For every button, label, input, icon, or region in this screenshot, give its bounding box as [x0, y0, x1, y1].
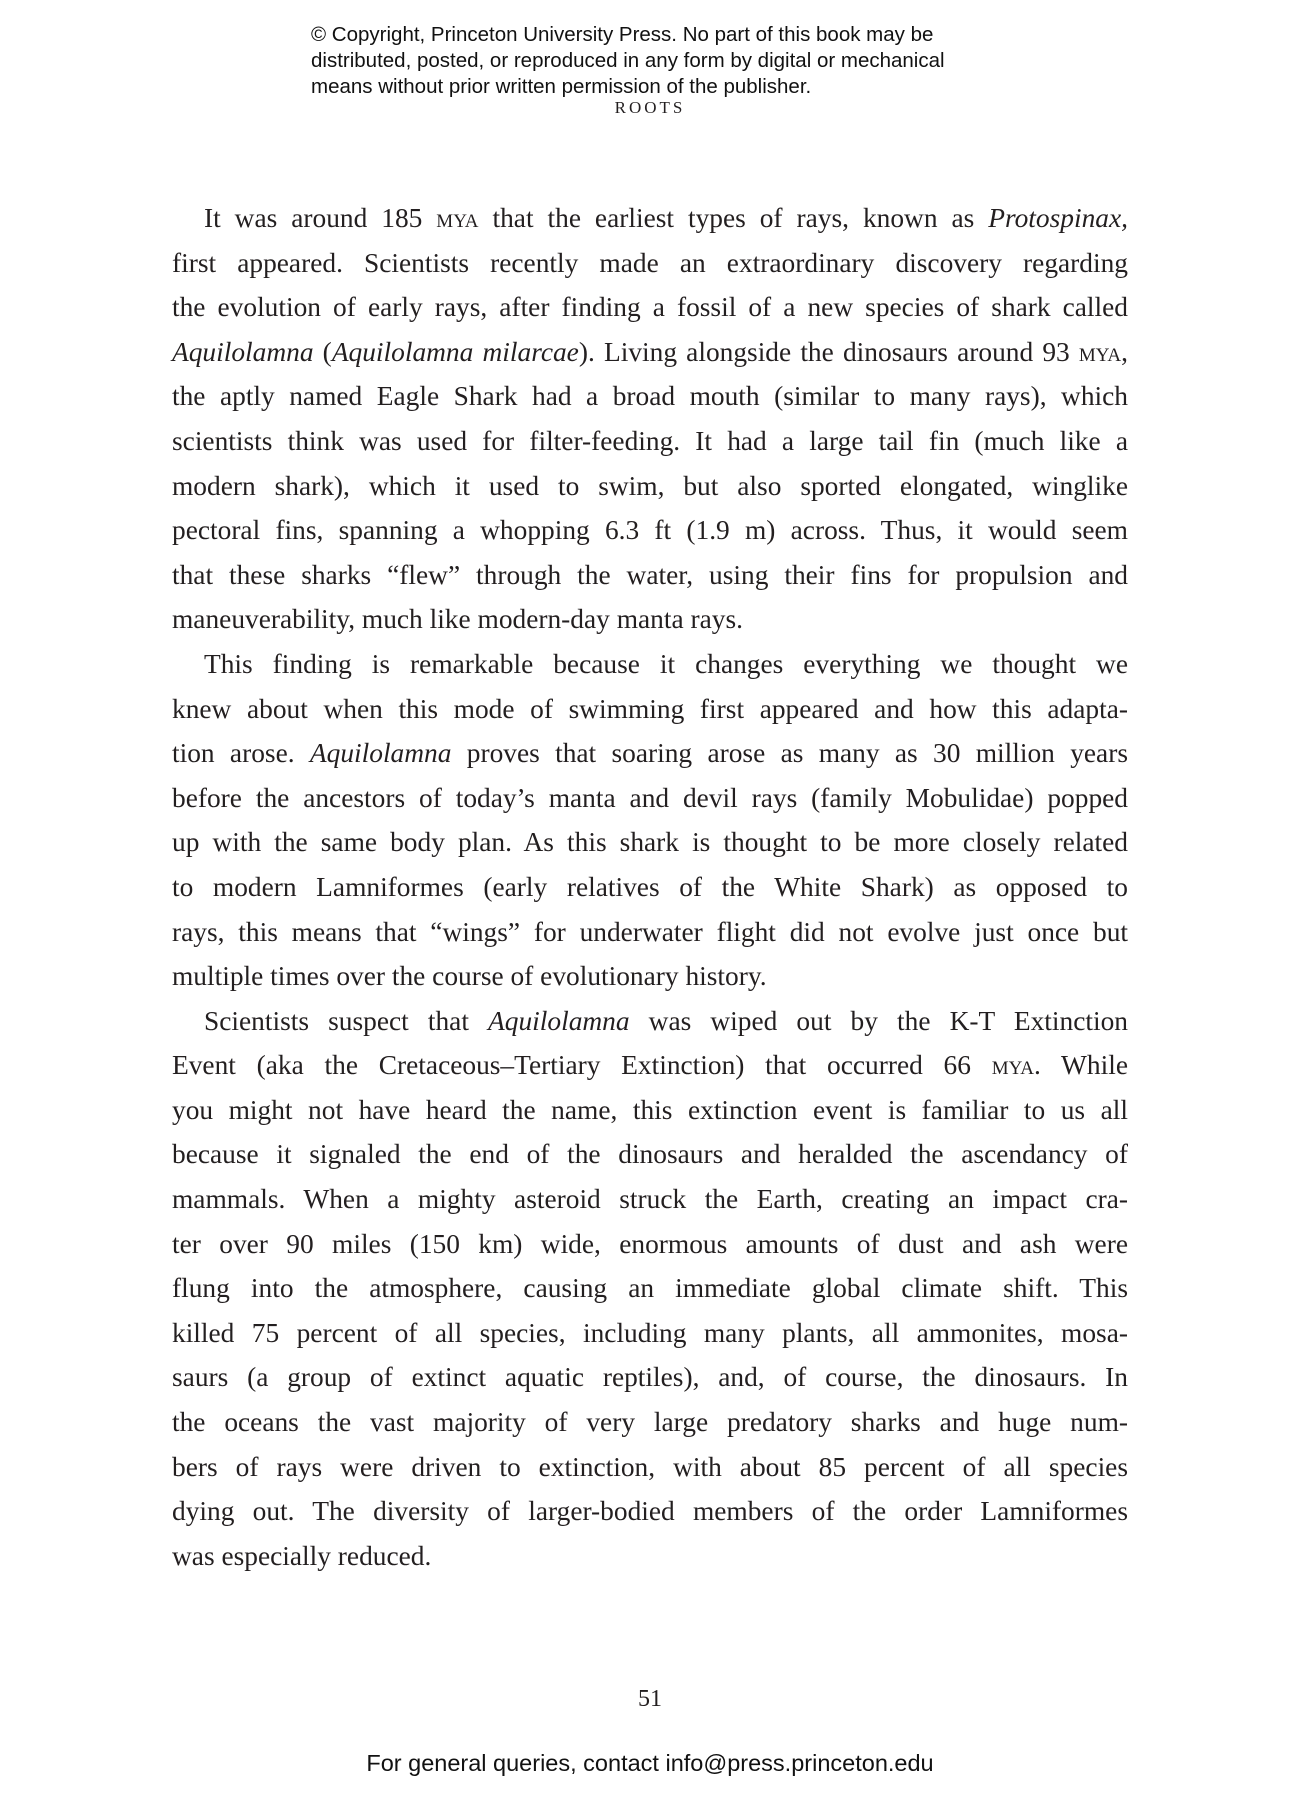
- text-line: dying out. The diversity of larger-bodied members of the order Lamniformes: [172, 1496, 1128, 1527]
- text-line: maneuverability, much like modern-day manta rays.: [172, 604, 743, 635]
- small-caps-abbrev: mya: [1078, 336, 1122, 367]
- copyright-line: © Copyright, Princeton University Press. No part of this book may be: [311, 23, 934, 46]
- contact-footer: For general queries, contact info@press.princeton.edu: [366, 1750, 934, 1776]
- text-line: pectoral fins, spanning a whopping 6.3 ft (1.9 m) across. Thus, it would seem: [172, 515, 1128, 546]
- text-line: It was around 185 mya that the earliest types of rays, known as Protospinax,: [204, 203, 1128, 233]
- text-line: the evolution of early rays, after finding a fossil of a new species of shark called: [172, 292, 1128, 323]
- text-line: you might not have heard the name, this extinction event is familiar to us all: [172, 1094, 1128, 1125]
- body-text: [172, 196, 1128, 1578]
- text-line: tion arose. Aquilolamna proves that soaring arose as many as 30 million years: [172, 738, 1128, 769]
- copyright-line: distributed, posted, or reproduced in any form by digital or mechanical: [311, 49, 945, 72]
- italic-term: Aquilolamna: [309, 738, 452, 769]
- italic-term: Aquilolamna milarcae: [331, 336, 579, 367]
- text-line: Aquilolamna (Aquilolamna milarcae). Living alongside the dinosaurs around 93 mya,: [172, 336, 1128, 367]
- text-line: before the ancestors of today’s manta and devil rays (family Mobulidae) popped: [172, 782, 1128, 813]
- paragraph: [172, 642, 1128, 999]
- paragraph: [172, 196, 1128, 642]
- text-line: the oceans the vast majority of very large predatory sharks and huge num-: [172, 1407, 1128, 1438]
- text-line: Event (aka the Cretaceous–Tertiary Extinction) that occurred 66 mya. While: [172, 1050, 1128, 1081]
- running-head: ROOTS: [614, 98, 686, 117]
- text-line: was especially reduced.: [172, 1540, 432, 1571]
- copyright-line: means without prior written permission of the publisher.: [311, 75, 812, 98]
- text-line: scientists think was used for filter-feeding. It had a large tail fin (much like a: [172, 425, 1128, 456]
- page-number: 51: [638, 1686, 662, 1712]
- paragraph: [172, 999, 1128, 1579]
- text-line: multiple times over the course of evolutionary history.: [172, 961, 767, 992]
- text-line: ter over 90 miles (150 km) wide, enormous amounts of dust and ash were: [172, 1228, 1128, 1259]
- text-line: modern shark), which it used to swim, but also sported elongated, winglike: [172, 470, 1128, 501]
- small-caps-abbrev: mya: [991, 1050, 1034, 1081]
- text-line: bers of rays were driven to extinction, with about 85 percent of all species: [172, 1451, 1128, 1482]
- text-line: saurs (a group of extinct aquatic reptiles), and, of course, the dinosaurs. In: [172, 1362, 1128, 1393]
- text-line: This finding is remarkable because it changes everything we thought we: [204, 648, 1128, 679]
- italic-term: Protospinax,: [988, 203, 1128, 233]
- text-line: that these sharks “flew” through the water, using their fins for propulsion and: [172, 559, 1128, 590]
- text-line: because it signaled the end of the dinosaurs and heralded the ascendancy of: [172, 1139, 1128, 1170]
- italic-term: Aquilolamna: [172, 336, 314, 367]
- text-line: up with the same body plan. As this shark is thought to be more closely related: [172, 827, 1128, 858]
- text-line: first appeared. Scientists recently made an extraordinary discovery regarding: [172, 247, 1128, 278]
- text-line: knew about when this mode of swimming first appeared and how this adapta-: [172, 693, 1128, 724]
- text-line: killed 75 percent of all species, including many plants, all ammonites, mosa-: [172, 1317, 1128, 1348]
- small-caps-abbrev: mya: [436, 203, 479, 233]
- copyright-notice: [311, 22, 1071, 100]
- text-line: rays, this means that “wings” for underwater flight did not evolve just once but: [172, 916, 1128, 947]
- text-line: mammals. When a mighty asteroid struck the Earth, creating an impact cra-: [172, 1184, 1128, 1215]
- text-line: to modern Lamniformes (early relatives of the White Shark) as opposed to: [172, 871, 1128, 902]
- text-line: the aptly named Eagle Shark had a broad mouth (similar to many rays), which: [172, 381, 1128, 412]
- text-line: flung into the atmosphere, causing an immediate global climate shift. This: [172, 1273, 1128, 1304]
- text-line: Scientists suspect that Aquilolamna was wiped out by the K-T Extinction: [204, 1005, 1128, 1036]
- italic-term: Aquilolamna: [488, 1005, 630, 1036]
